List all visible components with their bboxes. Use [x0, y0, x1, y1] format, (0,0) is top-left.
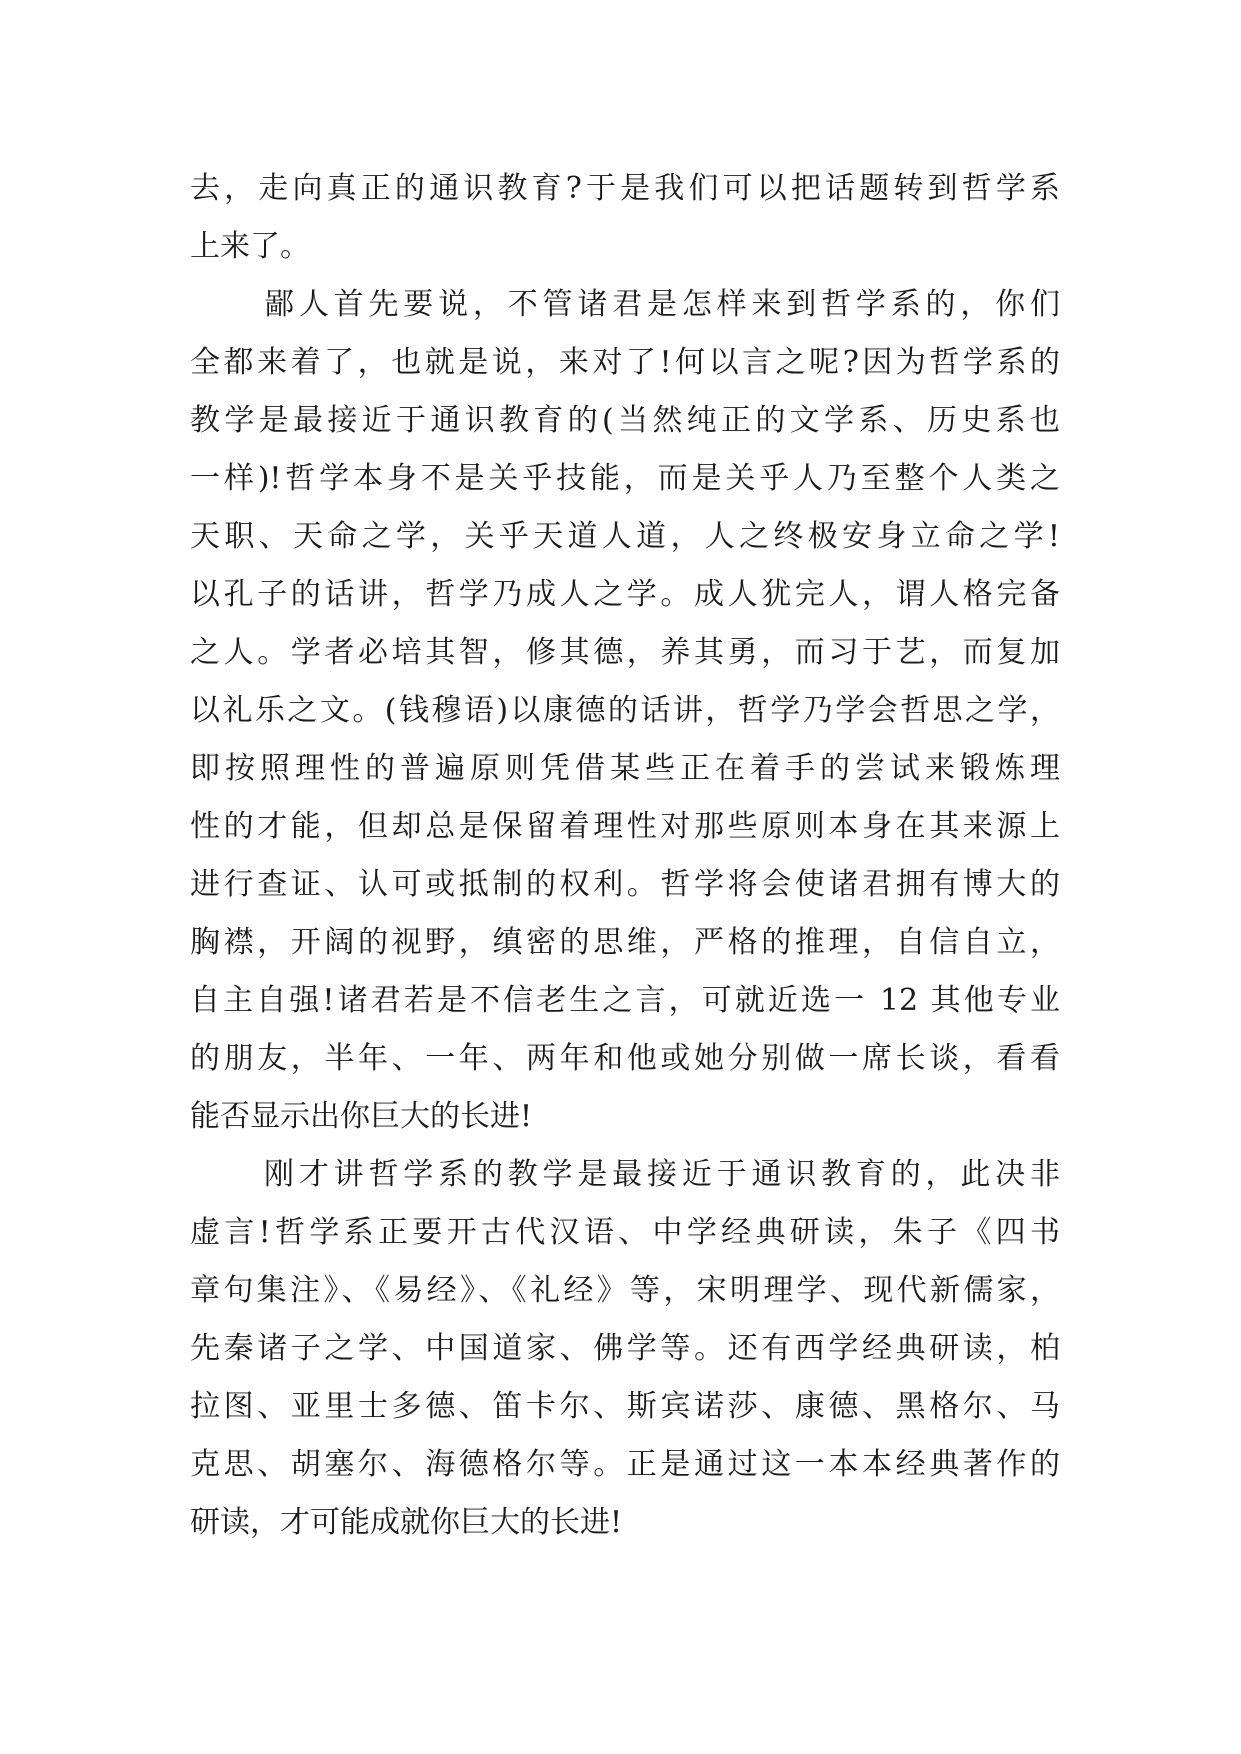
paragraph — [190, 160, 1060, 276]
text-line: 先秦诸子之学、中国道家、佛学等。还有西学经典研读，柏 — [190, 1331, 1060, 1366]
paragraph — [190, 1146, 1060, 1552]
text-line: 上来了。 — [190, 229, 310, 264]
text-line: 虚言!哲学系正要开古代汉语、中学经典研读，朱子《四书 — [190, 1215, 1060, 1250]
text-line: 克思、胡塞尔、海德格尔等。正是通过这一本本经典著作的 — [190, 1447, 1060, 1482]
text-line: 性的才能，但却总是保留着理性对那些原则本身在其来源上 — [190, 809, 1060, 844]
text-line: 能否显示出你巨大的长进! — [190, 1099, 533, 1134]
text-line: 即按照理性的普遍原则凭借某些正在着手的尝试来锻炼理 — [190, 751, 1060, 786]
text-line: 之人。学者必培其智，修其德，养其勇，而习于艺，而复加 — [190, 635, 1060, 670]
text-line: 自主自强!诸君若是不信老生之言，可就近选一 12 其他专业 — [190, 983, 1060, 1018]
text-line: 的朋友，半年、一年、两年和他或她分别做一席长谈，看看 — [190, 1041, 1060, 1076]
text-line: 去，走向真正的通识教育?于是我们可以把话题转到哲学系 — [190, 171, 1060, 206]
text-line: 天职、天命之学，关乎天道人道，人之终极安身立命之学! — [190, 519, 1060, 554]
body-text — [190, 160, 1060, 1552]
text-line: 一样)!哲学本身不是关乎技能，而是关乎人乃至整个人类之 — [190, 461, 1060, 496]
text-line: 章句集注》、《易经》、《礼经》等，宋明理学、现代新儒家， — [190, 1273, 1060, 1308]
text-line: 拉图、亚里士多德、笛卡尔、斯宾诺莎、康德、黑格尔、马 — [190, 1389, 1060, 1424]
text-line: 胸襟，开阔的视野，缜密的思维，严格的推理，自信自立， — [190, 925, 1060, 960]
text-line: 以孔子的话讲，哲学乃成人之学。成人犹完人，谓人格完备 — [190, 577, 1060, 612]
text-line: 刚才讲哲学系的教学是最接近于通识教育的，此决非 — [264, 1157, 1060, 1192]
text-line: 研读，才可能成就你巨大的长进! — [190, 1505, 623, 1540]
text-line: 全都来着了，也就是说，来对了!何以言之呢?因为哲学系的 — [190, 345, 1060, 380]
text-line: 以礼乐之文。(钱穆语)以康德的话讲，哲学乃学会哲思之学， — [190, 693, 1060, 728]
text-line: 进行查证、认可或抵制的权利。哲学将会使诸君拥有博大的 — [190, 867, 1060, 902]
paragraph — [190, 276, 1060, 1146]
text-line: 教学是最接近于通识教育的(当然纯正的文学系、历史系也 — [190, 403, 1060, 438]
text-line: 鄙人首先要说，不管诸君是怎样来到哲学系的，你们 — [264, 287, 1060, 322]
